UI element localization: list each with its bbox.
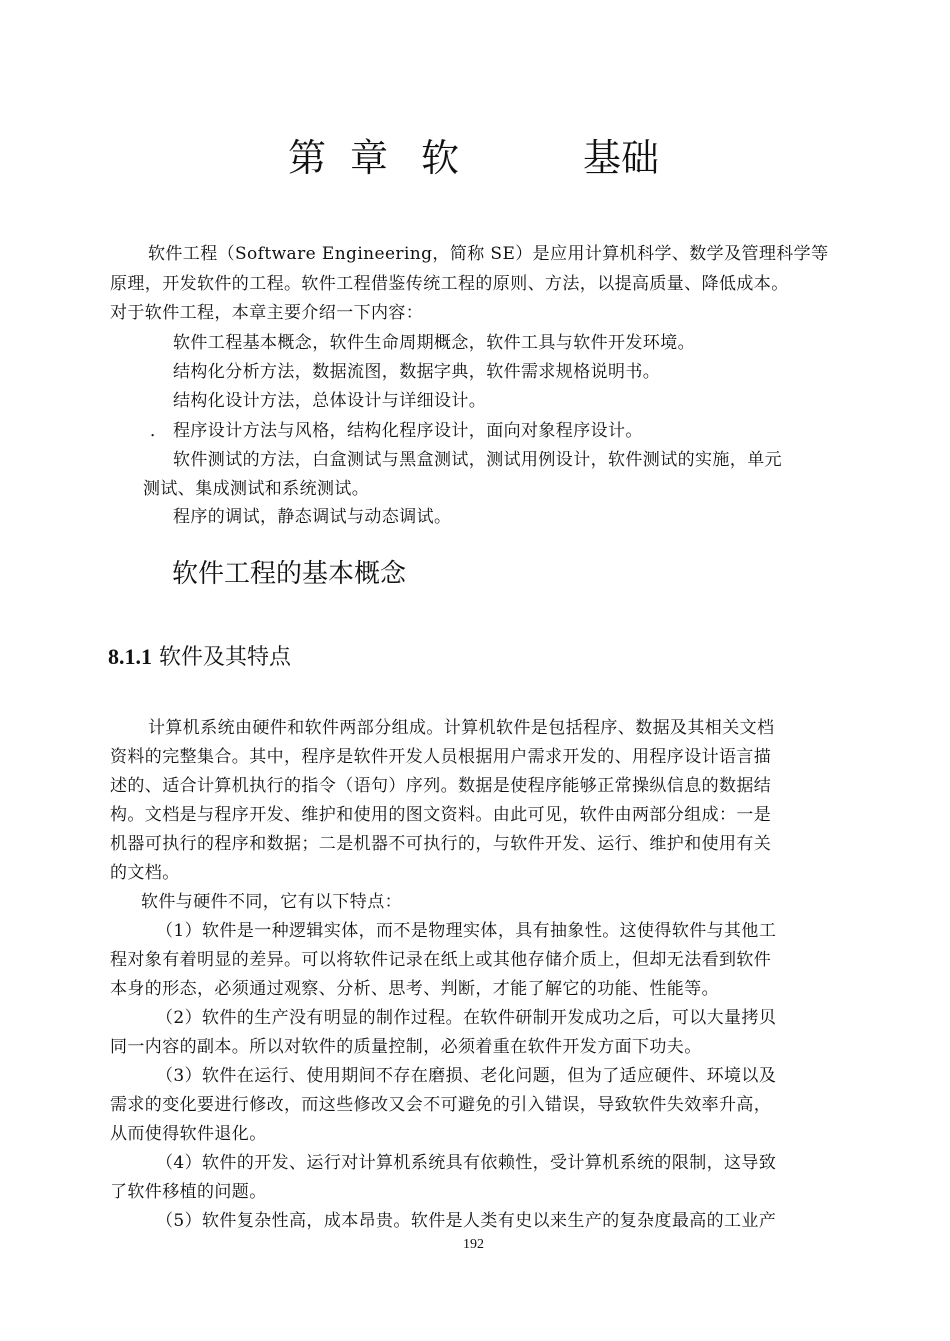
body-line-2: 资料的完整集合。其中，程序是软件开发人员根据用户需求开发的、用程序设计语言描	[110, 747, 772, 767]
subsection-heading	[108, 641, 291, 674]
body-line-15: 从而使得软件退化。	[110, 1124, 267, 1144]
intro-line-2: 原理，开发软件的工程。软件工程借鉴传统工程的原则、方法，以提高质量、降低成本。	[110, 274, 789, 294]
topic-item-5: 软件测试的方法，白盒测试与黑盒测试，测试用例设计，软件测试的实施，单元	[173, 450, 782, 470]
topic-item-2: 结构化分析方法，数据流图，数据字典，软件需求规格说明书。	[173, 362, 661, 382]
topic-item-4: 程序设计方法与风格，结构化程序设计，面向对象程序设计。	[173, 421, 643, 441]
subsection-number: 8.1.1	[108, 644, 152, 669]
chapter-title	[0, 130, 950, 190]
topic-item-6: 程序的调试，静态调试与动态调试。	[173, 507, 452, 527]
page-number: 192	[463, 1237, 484, 1252]
body-line-7: 软件与硬件不同，它有以下特点：	[141, 892, 402, 912]
intro-line-3: 对于软件工程，本章主要介绍一下内容：	[110, 303, 424, 323]
body-line-6: 的文档。	[110, 863, 180, 883]
body-line-10: 本身的形态，必须通过观察、分析、思考、判断，才能了解它的功能、性能等。	[110, 979, 719, 999]
body-line-1: 计算机系统由硬件和软件两部分组成。计算机软件是包括程序、数据及其相关文档	[148, 718, 775, 738]
body-line-9: 程对象有着明显的差异。可以将软件记录在纸上或其他存储介质上，但却无法看到软件	[110, 950, 772, 970]
section-heading: 软件工程的基本概念	[172, 559, 407, 589]
chapter-title-word-2: 章	[350, 136, 389, 180]
intro-line-1: 软件工程（Software Engineering，简称 SE）是应用计算机科学、数学及管理科学等	[148, 244, 829, 264]
body-line-8: （1）软件是一种逻辑实体，而不是物理实体，具有抽象性。这使得软件与其他工	[156, 921, 777, 941]
topic-item-1: 软件工程基本概念，软件生命周期概念，软件工具与软件开发环境。	[173, 333, 695, 353]
subsection-title: 软件及其特点	[159, 645, 292, 670]
body-line-5: 机器可执行的程序和数据；二是机器不可执行的，与软件开发、运行、维护和使用有关	[110, 834, 772, 854]
body-line-11: （2）软件的生产没有明显的制作过程。在软件研制开发成功之后，可以大量拷贝	[156, 1008, 777, 1028]
body-line-17: 了软件移植的问题。	[110, 1182, 267, 1202]
topic-item-5-continuation: 测试、集成测试和系统测试。	[143, 479, 370, 499]
body-line-13: （3）软件在运行、使用期间不存在磨损、老化问题，但为了适应硬件、环境以及	[156, 1066, 777, 1086]
chapter-title-word-4: 基础	[583, 136, 660, 180]
body-line-14: 需求的变化要进行修改，而这些修改又会不可避免的引入错误，导致软件失效率升高，	[110, 1095, 772, 1115]
body-line-16: （4）软件的开发、运行对计算机系统具有依赖性，受计算机系统的限制，这导致	[156, 1153, 777, 1173]
chapter-title-word-3: 软	[421, 136, 460, 180]
topic-item-3: 结构化设计方法，总体设计与详细设计。	[173, 391, 487, 411]
body-line-18: （5）软件复杂性高，成本昂贵。软件是人类有史以来生产的复杂度最高的工业产	[156, 1211, 777, 1231]
body-line-3: 述的、适合计算机执行的指令（语句）序列。数据是使程序能够正常操纵信息的数据结	[110, 776, 772, 796]
chapter-title-word-1: 第	[288, 136, 327, 180]
body-line-4: 构。文档是与程序开发、维护和使用的图文资料。由此可见，软件由两部分组成：一是	[110, 805, 772, 825]
topic-bullet: ．	[150, 421, 168, 441]
body-line-12: 同一内容的副本。所以对软件的质量控制，必须着重在软件开发方面下功夫。	[110, 1037, 702, 1057]
